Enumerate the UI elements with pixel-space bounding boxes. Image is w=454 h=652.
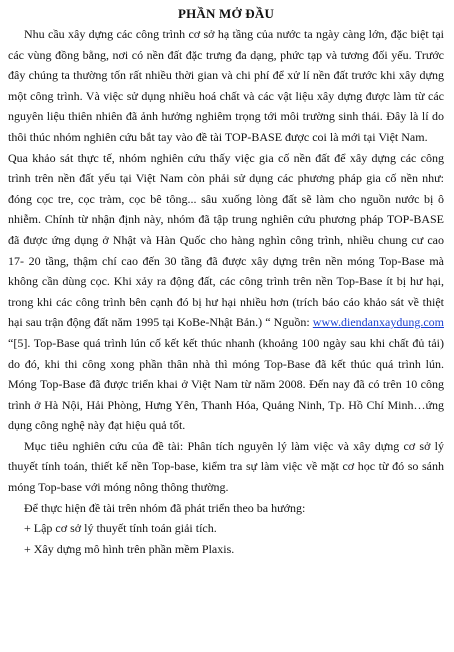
source-link[interactable]: www.diendanxaydung.com <box>312 315 444 330</box>
survey-text-after-link: “[5]. Top-Base quá trình lún cố kết kết thúc nhanh (khoảng 100 ngày sau khi chất đủ tải) do đó, khi thi công xong phần thân nhà thì móng Top-Base đã kết thúc quá trình lún. Móng Top-Base đã được triển khai ở Việt Nam từ năm 2008. Đến nay đã có trên 10 công trình ở Hà Nội, Hải Phòng, Hưng Yên, Thanh Hóa, Quảng Ninh, Tp. Hồ Chí Minh…ứng dụng công nghệ này đạt hiệu quả tốt. <box>8 335 444 433</box>
list-item-theory: + Lập cơ sở lý thuyết tính toán giải tích. <box>24 521 217 536</box>
survey-text-before-link: Qua khảo sát thực tế, nhóm nghiên cứu thấy việc gia cố nền đất để xây dựng các công trình trên nền đất yếu tại Việt Nam còn phải sử dụng các phương pháp gia cố nền như: đóng cọc tre, cọc tràm, cọc bê tông... sâu xuống lòng đất sẽ làm cho nguồn nước bị ô nhiễm. Chính từ nhận định này, nhóm đã tập trung nghiên cứu phương pháp TOP-BASE đã được ứng dụng ở Nhật và Hàn Quốc cho hàng nghìn công trình, nhiều chung cư cao 17- 20 tầng, thậm chí cao đến 30 tầng đã được xây dựng trên nền móng Top-Base mà không cần dùng cọc. Khi xảy ra động đất, các công trình trên nền Top-Base ít bị hư hại, trong khi các công trình bên cạnh đó bị hư hại nhiều hơn (trích báo cáo khảo sát về thiệt hại sau trận động đất năm 1995 tại KoBe-Nhật Bản.) “ Nguồn: <box>8 150 444 330</box>
paragraph-survey <box>8 148 444 436</box>
paragraph-objective: Mục tiêu nghiên cứu của đề tài: Phân tích nguyên lý làm việc và xây dựng cơ sở lý thuyết tính toán, thiết kế nền Top-base, kiểm tra sự làm việc về mặt cơ học từ đó so sánh móng Top-base với móng nông thông thường. <box>8 438 444 495</box>
paragraph-approach: Để thực hiện đề tài trên nhóm đã phát triển theo ba hướng: <box>24 500 306 515</box>
list-item-plaxis: + Xây dựng mô hình trên phần mềm Plaxis. <box>24 541 235 556</box>
paragraph-intro: Nhu cầu xây dựng các công trình cơ sở hạ tầng của nước ta ngày càng lớn, đặc biệt tại các vùng đồng bằng, nơi có nền đất đặc trưng đa dạng, phức tạp và tương đối yếu. Trước đây chúng ta thường tốn rất nhiều thời gian và chi phí để xử lí nền đất trước khi xây dựng một công trình. Và việc sử dụng nhiều hoá chất và các vật liệu xây dựng được làm từ các nguyên liệu thiên nhiên đã ảnh hưởng nghiêm trọng tới môi trường sinh thái. Đây là lí do thôi thúc nhóm nghiên cứu bắt tay vào đề tài TOP-BASE được coi là mới tại Việt Nam. <box>8 27 444 144</box>
document-title: PHẦN MỞ ĐẦU <box>177 6 275 21</box>
